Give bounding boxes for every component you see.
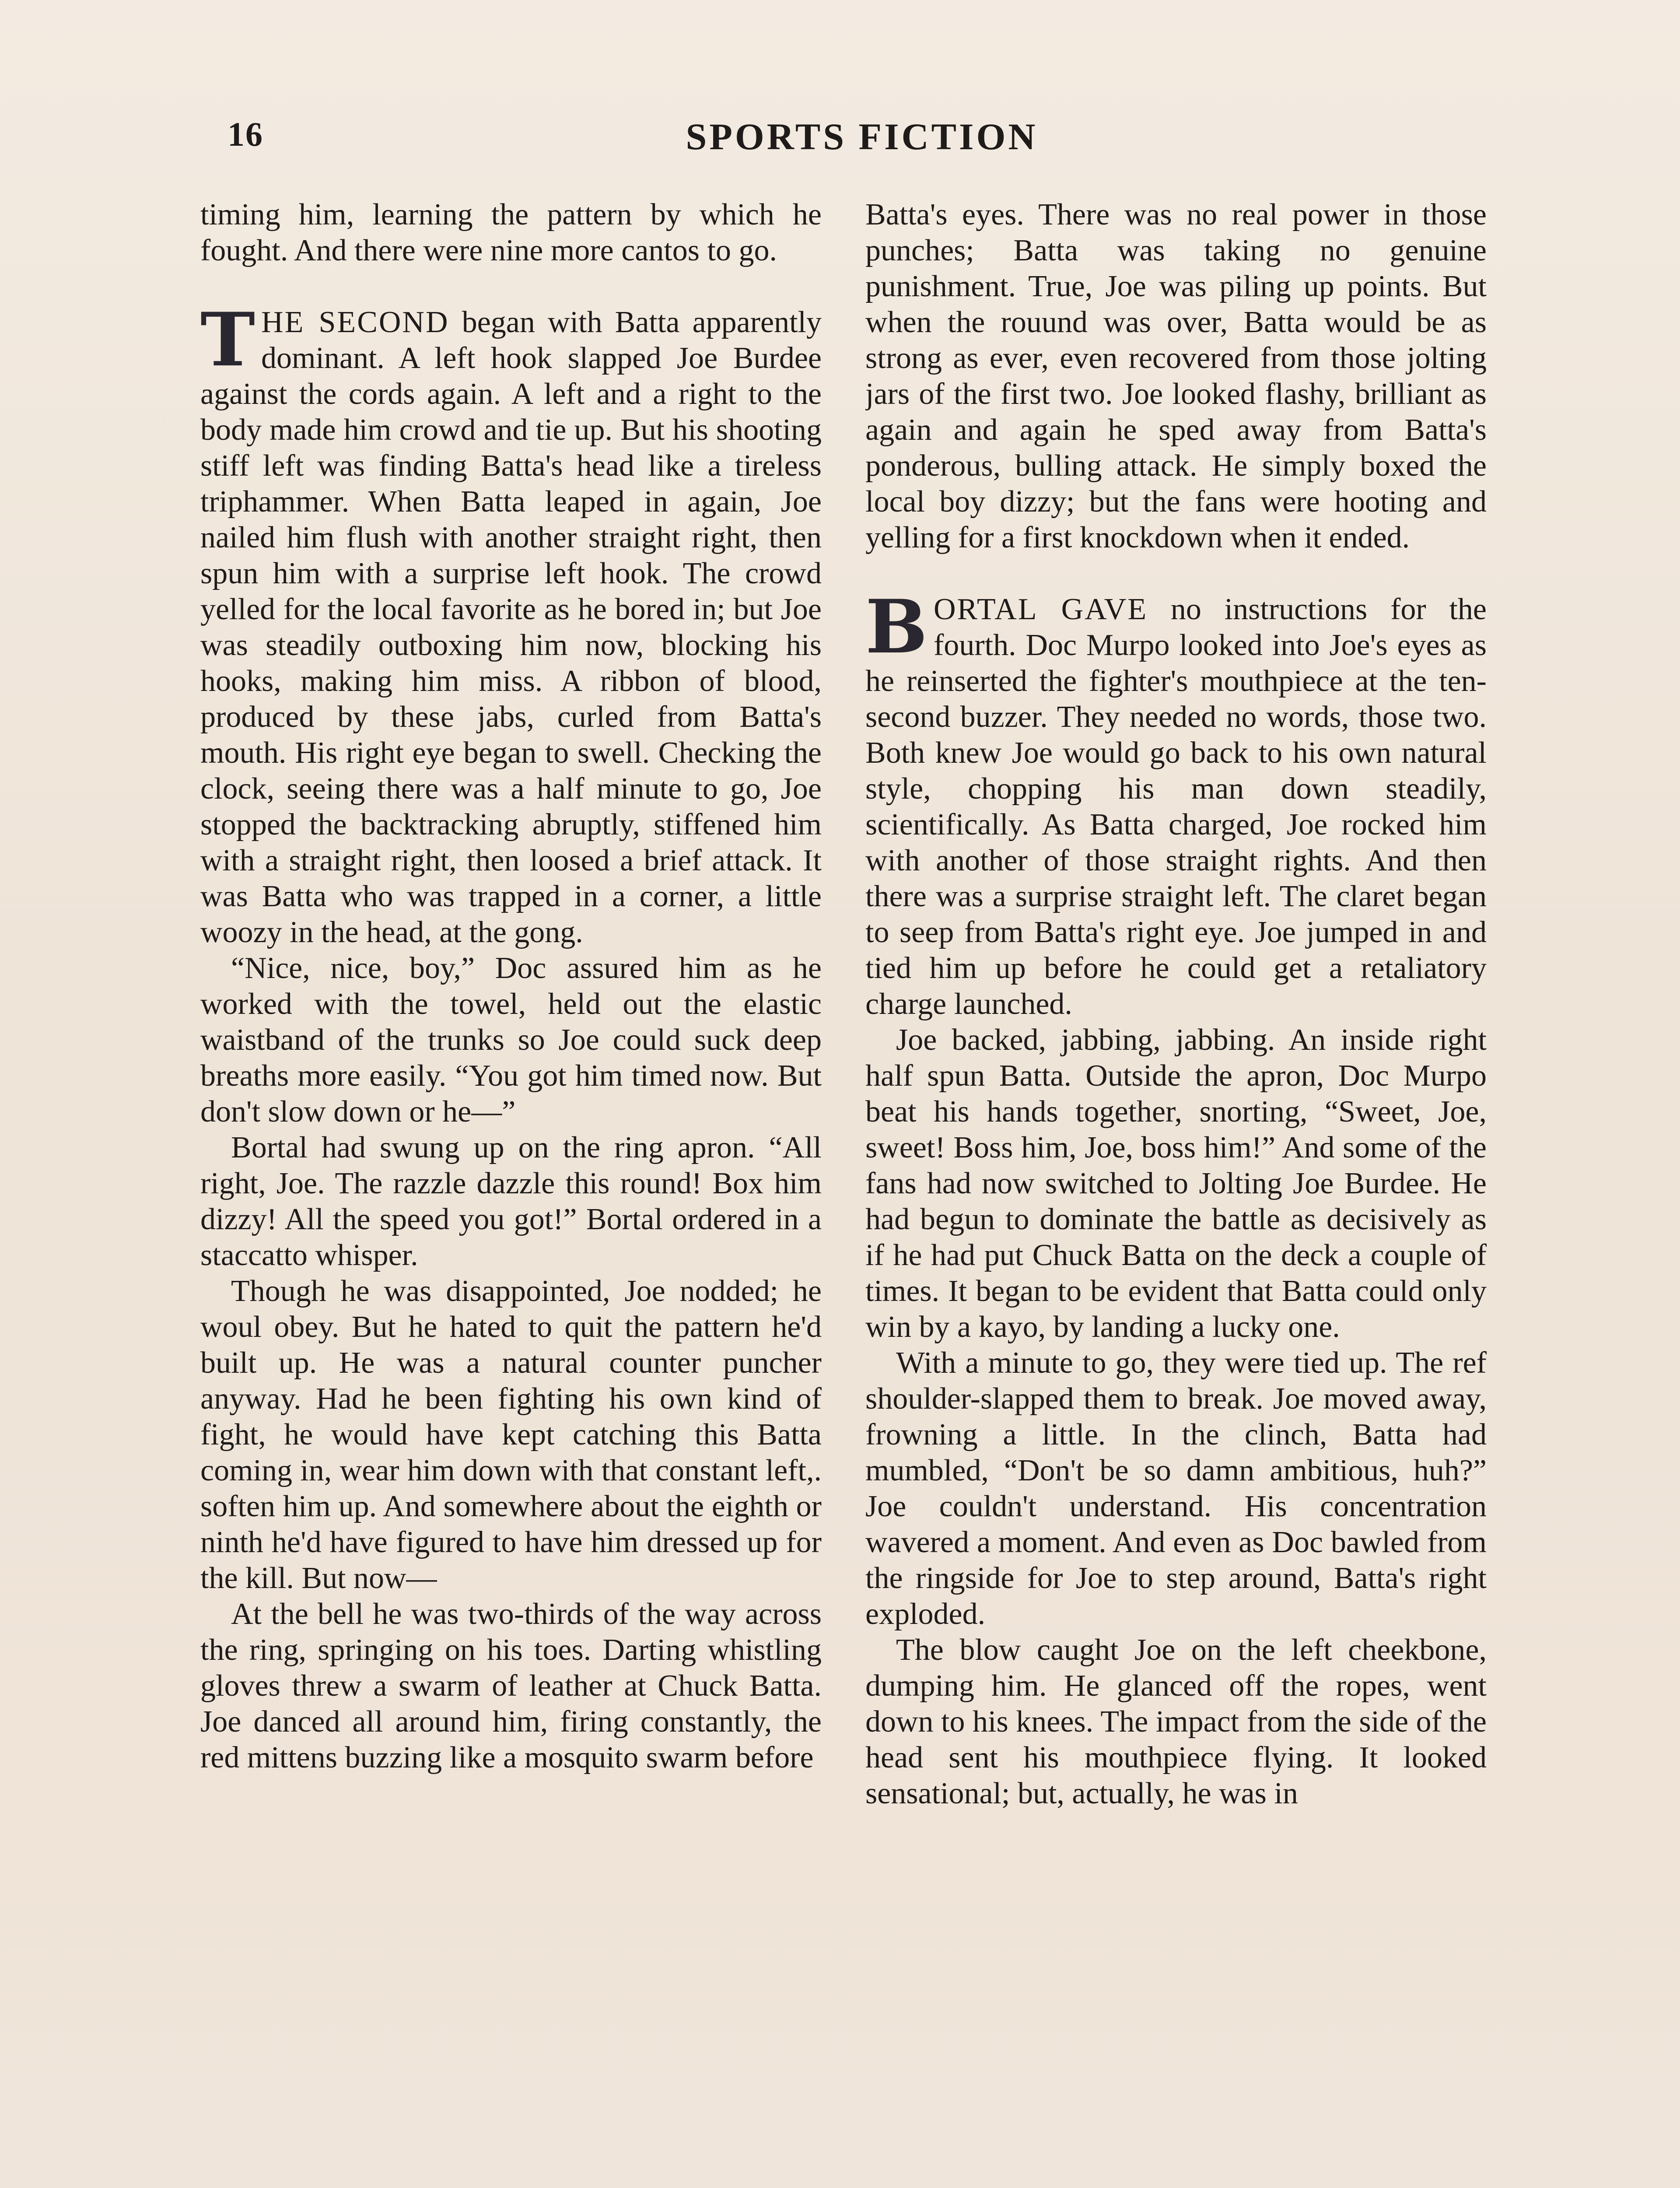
paragraph: At the bell he was two-thirds of the way across the ring, springing on his toes. Darting whistling gloves threw a swarm of leather at Chuck Batta. Joe danced all around him, firing constantly, the red mittens buzzing like a mosquito swarm before — [200, 1597, 822, 1774]
paragraph: The blow caught Joe on the left cheekbone, dumping him. He glanced off the ropes, went down to his knees. The impact from the side of the head sent his mouthpiece flying. It looked sensational; but, actually, he was in — [865, 1633, 1487, 1810]
paragraph: Joe backed, jabbing, jabbing. An inside right half spun Batta. Outside the apron, Doc Murpo beat his hands together, snorting, “Sweet, Joe, sweet! Boss him, Joe, boss him!” And some of the fans had now switched to Jolting Joe Burdee. He had begun to dominate the battle as decisively as if he had put Chuck Batta on the deck a couple of times. It began to be evident that Batta could only win by a kayo, by landing a lucky one. — [865, 1023, 1487, 1344]
paragraph: “Nice, nice, boy,” Doc assured him as he worked with the towel, held out the elastic waistband of the trunks so Joe could suck deep breaths more easily. “You got him timed now. But don't slow down or he—” — [200, 951, 822, 1129]
paragraph: timing him, learning the pattern by which he fought. And there were nine more cantos to go. — [200, 198, 822, 267]
text-column-right — [865, 197, 1487, 2188]
page-number: 16 — [228, 115, 263, 153]
page-header — [228, 115, 1496, 167]
section-paragraph — [865, 583, 1487, 1022]
section-lead-caps: ORTAL GAVE — [934, 593, 1148, 626]
paragraph: Bortal had swung up on the ring apron. “All right, Joe. The razzle dazzle this round! Box him dizzy! All the speed you got!” Bortal ordered in a staccatto whisper. — [200, 1131, 822, 1272]
paragraph: Though he was disappointed, Joe nodded; he woul obey. But he hated to quit the pattern he'd built up. He was a natural counter puncher anyway. Had he been fighting his own kind of fight, he would have kept catching this Batta coming in, wear him down with that constant left,. soften him up. And somewhere about the eighth or ninth he'd have figured to have him dressed up for the kill. But now— — [200, 1274, 822, 1595]
section-paragraph — [200, 296, 822, 950]
paragraph-text: no instructions for the fourth. Doc Murpo looked into Joe's eyes as he reinserted the fighter's mouthpiece at the ten-second buzzer. They needed no words, those two. Both knew Joe would go back to his own natural style, chopping his man down steadily, scientifically. As Batta charged, Joe rocked him with another of those straight rights. And then there was a surprise straight left. The claret began to seep from Batta's right eye. Joe jumped in and tied him up before he could get a retaliatory charge launched. — [865, 593, 1487, 1021]
text-column-left — [200, 197, 822, 2188]
drop-cap: T — [200, 296, 256, 383]
paragraph: Batta's eyes. There was no real power in those punches; Batta was taking no genuine punishment. True, Joe was piling up points. But when the rouund was over, Batta would be as strong as ever, even recovered from those jolting jars of the first two. Joe looked flashy, brilliant as again and again he sped away from Batta's ponderous, bulling attack. He simply boxed the local boy dizzy; but the fans were hooting and yelling for a first knockdown when it ended. — [865, 198, 1487, 554]
drop-cap: B — [865, 583, 928, 670]
paragraph-text: began with Batta apparently dominant. A left hook slapped Joe Burdee against the cords again. A left and a right to the body made him crowd and tie up. But his shooting stiff left was finding Batta's head like a tireless triphammer. When Batta leaped in again, Joe nailed him flush with another straight right, then spun him with a surprise left hook. The crowd yelled for the local favorite as he bored in; but Joe was steadily outboxing him now, blocking his hooks, making him miss. A ribbon of blood, produced by these jabs, curled from Batta's mouth. His right eye began to swell. Checking the clock, seeing there was a half minute to go, Joe stopped the backtracking abruptly, stiffened him with a straight right, then loosed a brief attack. It was Batta who was trapped in a corner, a little woozy in the head, at the gong. — [200, 305, 822, 949]
paragraph: With a minute to go, they were tied up. The ref shoulder-slapped them to break. Joe moved away, frowning a little. In the clinch, Batta had mumbled, “Don't be so damn ambitious, huh?” Joe couldn't understand. His concentration wavered a moment. And even as Doc bawled from the ringside for Joe to step around, Batta's right exploded. — [865, 1346, 1487, 1631]
section-lead-caps: HE SECOND — [261, 305, 449, 339]
running-title: SPORTS FICTION — [686, 116, 1038, 158]
